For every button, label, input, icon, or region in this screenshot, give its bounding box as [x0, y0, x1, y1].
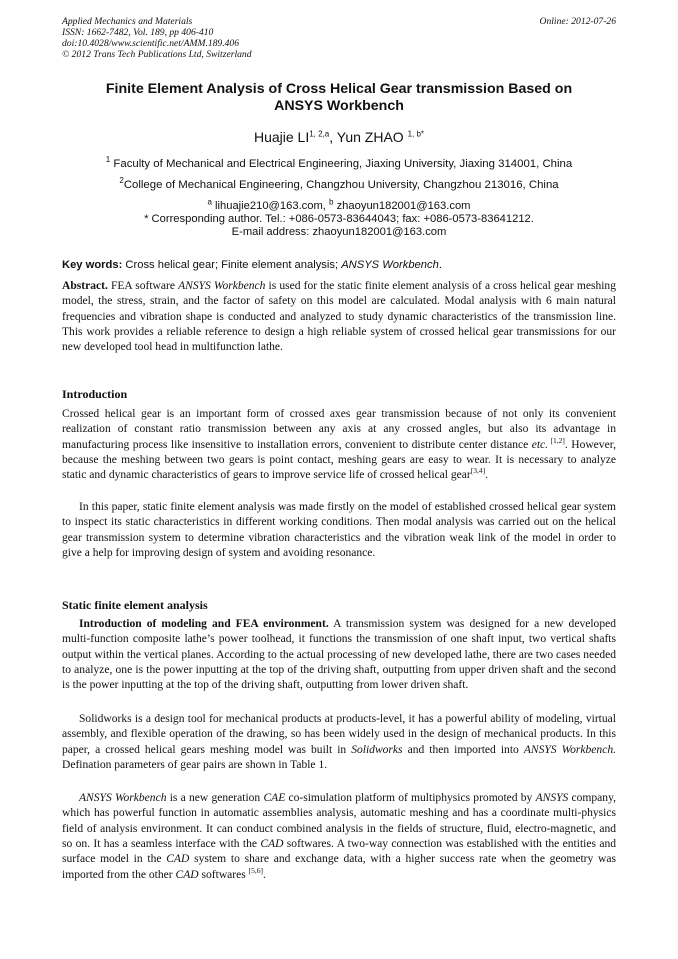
author-1-name: Huajie LI	[253, 129, 310, 145]
static-p3-text-7: .	[263, 868, 266, 881]
static-p2-ansys: ANSYS Workbench.	[523, 743, 616, 756]
online-date: Online: 2012-07-26	[539, 16, 616, 27]
journal-header	[62, 16, 616, 60]
keywords-italic: ANSYS Workbench	[341, 259, 439, 271]
abstract-software-name: ANSYS Workbench	[178, 280, 266, 292]
section-heading-static-fea: Static finite element analysis	[62, 598, 208, 612]
abstract-label: Abstract.	[62, 280, 108, 292]
static-paragraph-3	[62, 791, 616, 883]
section-heading-introduction: Introduction	[62, 387, 128, 401]
static-p3-text-4: softwares. A two-way connection was established with the entities and surface model in the	[62, 838, 616, 866]
email-line-1	[62, 197, 616, 213]
journal-name: Applied Mechanics and Materials	[62, 16, 193, 27]
keywords-label: Key words:	[62, 259, 123, 271]
static-p3-text-5: system to share and exchange data, with a higher success rate when the geometry was imported from the other	[62, 853, 616, 881]
citation-3-4: [3,4]	[470, 466, 486, 476]
abstract-text-1: FEA software	[107, 280, 179, 292]
copyright-line: © 2012 Trans Tech Publications Ltd, Switzerland	[62, 49, 252, 60]
static-paragraph-2	[62, 712, 616, 773]
intro-paragraph-1	[62, 407, 616, 484]
intro-p1-etc: etc.	[531, 438, 549, 451]
author-2-name: Yun ZHAO	[336, 129, 408, 145]
affiliation-2	[62, 178, 616, 192]
static-p3-text-6: softwares	[198, 868, 249, 881]
intro-p1-text-2: . However, because the meshing between two gears is point contact, meshing gears are easy to wear. It is necessary to analyze static and dynamic characteristics of gears to improve service life of crossed helical gear	[62, 438, 616, 482]
title-line-2: ANSYS Workbench	[274, 98, 404, 114]
author-2-affiliation: 1, b*	[407, 129, 425, 139]
static-p3-ansys-workbench: ANSYS Workbench	[79, 792, 167, 804]
keywords-text: Cross helical gear; Finite element analysis;	[122, 259, 342, 271]
static-p3-ansys: ANSYS	[535, 792, 569, 804]
intro-p1-text-1: Crossed helical gear is an important form of crossed axes gear transmission because of not only its convenient realization of constant ratio transmission between any axis at any crossed angles, but also its advantage in manufacturing process like insensitive to installation errors, convenient to distribute center distance	[62, 408, 616, 451]
static-p1-text: A transmission system was designed for a new developed multi-function composite lathe’s power toolhead, it functions the transmission of one shaft input, two vertical shafts output within the vertical planes. According to the actual processing of new developed lathe, there are two cases needed to analyze, one is the power inputting at the top of the driving shaft, outputting from upper driven shaft and the second is the power inputting at the top of the driving shaft, outputting from lower driven shaft.	[62, 618, 616, 692]
static-p3-cad-3: CAD	[175, 868, 199, 881]
corresponding-author: * Corresponding author. Tel.: +086-0573-83644043; fax: +086-0573-83641212.	[144, 213, 534, 225]
title-line-1: Finite Element Analysis of Cross Helical Gear transmission Based on	[105, 81, 573, 97]
affiliation-2-marker: 2	[119, 176, 124, 186]
citation-5-6: [5,6]	[248, 865, 264, 875]
static-p3-text-1: is a new generation	[166, 792, 264, 804]
email-a[interactable]: lihuajie210@163.com,	[211, 200, 330, 212]
email-b-marker: b	[329, 197, 334, 207]
affiliation-1	[62, 157, 616, 171]
author-separator: ,	[329, 129, 337, 145]
keywords	[62, 258, 616, 272]
doi-line: doi:10.4028/www.scientific.net/AMM.189.406	[62, 38, 240, 49]
static-p2-text-2: and then imported into	[402, 743, 524, 756]
author-line	[62, 129, 616, 146]
email-a-marker: a	[207, 197, 212, 207]
paper-title	[62, 81, 616, 115]
static-p2-solidworks: Solidworks	[351, 743, 403, 756]
static-p3-cad-1: CAD	[260, 838, 284, 851]
static-p3-cae: CAE	[263, 792, 286, 804]
abstract-text-2: is used for the static finite element analysis of a cross helical gear meshing model, the stress, strain, and the factor of safety on this model are calculated. Modal analysis with 6 main natural frequencies and vibration shape is conducted and analyzed to study dynamic characteristics of the transmission line. This work provides a reliable reference to design a high reliable system of crossed helical gear transmissions for our new developed tool head in multifunction lathe.	[62, 280, 616, 354]
static-p2-text-1: Solidworks is a design tool for mechanical products at products-level, it has a powerful ability of modeling, virtual assembly, and flexible operation of the drawing, so has been widely used in the design of mechanical products. In this paper, a crossed helical gears meshing model was built in	[62, 713, 616, 756]
static-p3-cad-2: CAD	[166, 853, 190, 866]
citation-1-2: [1,2]	[548, 435, 565, 445]
static-p2-text-3: Defination parameters of gear pairs are shown in Table 1.	[62, 759, 328, 772]
issn-line: ISSN: 1662-7482, Vol. 189, pp 406-410	[62, 27, 214, 38]
keywords-end: .	[438, 259, 442, 271]
email-b[interactable]: zhaoyun182001@163.com	[333, 200, 471, 212]
intro-paragraph-2: In this paper, static finite element analysis was made firstly on the model of established crossed helical gear system to inspect its static characteristics in different working conditions. Then modal analysis was carried out on the helical gear transmission system to determine vibration characteristics and the vibration weak link of the model in order to give a help for improving design of system and avoiding resonance.	[62, 501, 616, 560]
corresponding-email[interactable]: E-mail address: zhaoyun182001@163.com	[231, 226, 447, 238]
static-p3-text-2: co-simulation platform of multiphysics promoted by	[285, 792, 536, 804]
author-1-affiliation: 1, 2,a	[309, 129, 330, 139]
static-paragraph-1	[62, 617, 616, 694]
intro-p1-text-3: .	[485, 469, 489, 482]
affiliation-1-text: Faculty of Mechanical and Electrical Engineering, Jiaxing University, Jiaxing 314001, China	[110, 158, 573, 170]
static-p1-label: Introduction of modeling and FEA environment.	[79, 618, 329, 630]
abstract	[62, 279, 616, 356]
affiliation-2-text: College of Mechanical Engineering, Changzhou University, Changzhou 213016, China	[123, 179, 559, 191]
contact-block	[62, 197, 616, 239]
affiliation-1-marker: 1	[105, 155, 111, 165]
static-p3-text-3: company, which has powerful function in automatic assemblies analysis, automatic meshing and has a coordinate multi-physics field of analysis environment. It can conduct combined analysis in the fields of structure, fluid, electro-magnetic, and so on. It has a seamless interface with the	[62, 792, 616, 851]
